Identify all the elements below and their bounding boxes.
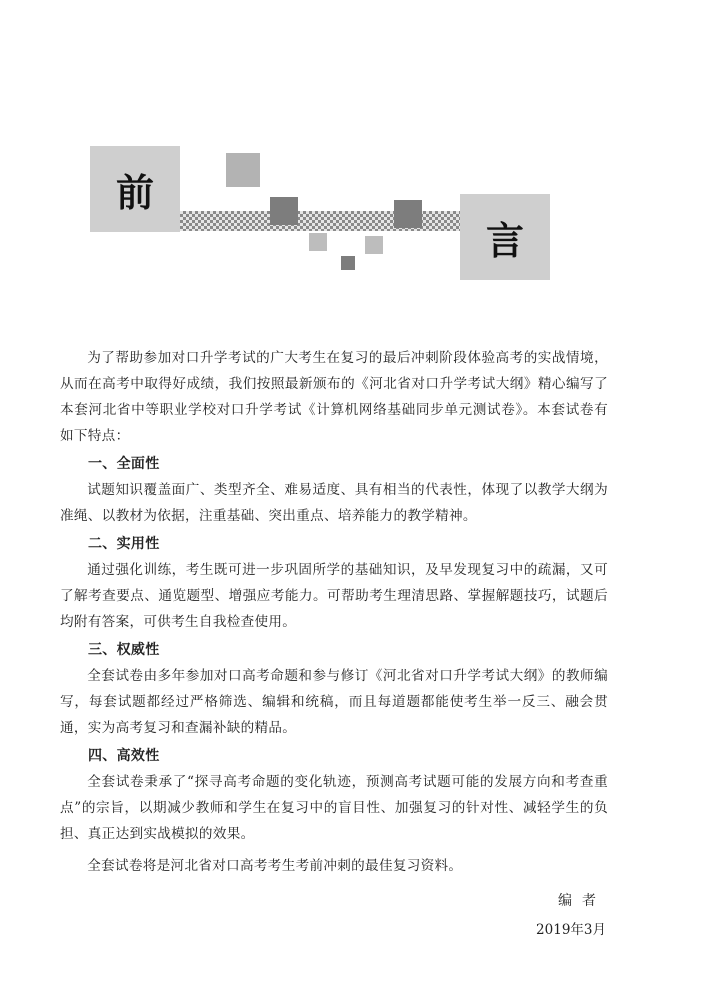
decorative-square	[309, 233, 327, 251]
decorative-square	[365, 236, 383, 254]
decorative-square	[226, 153, 260, 187]
title-char-left: 前	[90, 146, 180, 232]
section-heading-authoritative: 三、权威性	[88, 642, 160, 658]
closing-paragraph: 全套试卷将是河北省对口高考考生考前冲刺的最佳复习资料。	[87, 858, 463, 874]
section-body-authoritative: 全套试卷由多年参加对口高考命题和参与修订《河北省对口升学考试大纲》的教师编写，每套试题都经过严格筛选、编辑和统稿，而且每道题都能使考生举一反三、融会贯通，实为高考复习和查漏补缺的精品。	[60, 668, 608, 736]
section-body-efficient: 全套试卷秉承了“探寻高考命题的变化轨迹，预测高考试题可能的发展方向和考查重点”的宗旨，以期减少教师和学生在复习中的盲目性、加强复习的针对性、减轻学生的负担、真正达到实战模拟的效果。	[60, 774, 608, 842]
section-heading-comprehensive: 一、全面性	[88, 456, 160, 472]
preface-banner	[0, 0, 710, 300]
section-body-comprehensive: 试题知识覆盖面广、类型齐全、难易适度、具有相当的代表性，体现了以教学大纲为准绳、以教材为依据，注重基础、突出重点、培养能力的教学精神。	[60, 482, 608, 524]
section-heading-efficient: 四、高效性	[88, 748, 160, 764]
publication-date: 2019年3月	[536, 922, 606, 938]
decorative-square	[270, 197, 298, 225]
author-signature: 编者	[558, 893, 606, 909]
section-body-practical: 通过强化训练，考生既可进一步巩固所学的基础知识，及早发现复习中的疏漏，又可了解考查要点、通览题型、增强应考能力。可帮助考生理清思路、掌握解题技巧，试题后均附有答案，可供考生自我检查使用。	[60, 562, 608, 630]
intro-paragraph: 为了帮助参加对口升学考试的广大考生在复习的最后冲刺阶段体验高考的实战情境，从而在高考中取得好成绩，我们按照最新颁布的《河北省对口升学考试大纲》精心编写了本套河北省中等职业学校对口升学考试《计算机网络基础同步单元测试卷》。本套试卷有如下特点：	[60, 350, 608, 444]
decorative-square	[341, 256, 355, 270]
decorative-square	[394, 200, 422, 228]
title-char-right: 言	[460, 194, 550, 280]
preface-body	[60, 345, 608, 879]
section-heading-practical: 二、实用性	[88, 536, 160, 552]
